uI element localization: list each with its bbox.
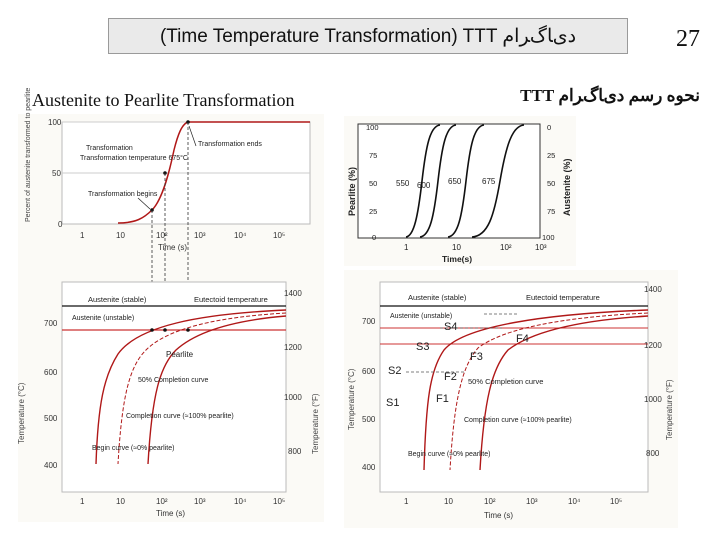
rb-austenite-stable: Austenite (stable) xyxy=(408,293,467,302)
bxtick-100: 10² xyxy=(156,497,168,506)
right-top-ylabel-right: Austenite (%) xyxy=(562,158,572,216)
rt-ytick-r-100: 100 xyxy=(542,233,555,242)
rb-completion-label: Completion curve (≈100% pearlite) xyxy=(464,417,572,424)
rt-ytick-0: 0 xyxy=(372,233,377,242)
rb-ytick-400: 400 xyxy=(362,463,376,472)
rt-ytick-r-25: 25 xyxy=(547,151,556,160)
rb-xtick-100: 10² xyxy=(484,497,496,506)
label-f3: F3 xyxy=(470,351,483,363)
ann-ends: Transformation ends xyxy=(198,141,262,148)
left-bottom-xlabel: Time (s) xyxy=(156,509,186,518)
xtick-10: 10 xyxy=(116,231,125,240)
curve-label-675: 675 xyxy=(482,177,496,186)
ytick-500: 500 xyxy=(44,414,58,423)
rt-ytick-r-0: 0 xyxy=(547,123,552,132)
rb-xlabel: Time (s) xyxy=(484,511,514,520)
left-top-plot xyxy=(25,88,310,252)
ytick-600: 600 xyxy=(44,368,58,377)
xtick-100: 10² xyxy=(156,231,168,240)
bxtick-100000: 10⁵ xyxy=(273,497,286,506)
bxtick-1: 1 xyxy=(80,497,85,506)
right-top-figure xyxy=(344,116,576,266)
rt-ytick-50: 50 xyxy=(369,179,378,188)
slide-title: (Time Temperature Transformation) TTT دیﺎگﺮﺍﻡ xyxy=(108,18,628,54)
label-s4: S4 xyxy=(444,321,458,333)
rb-ytick-r-800: 800 xyxy=(646,449,660,458)
rt-ytick-r-75: 75 xyxy=(547,207,556,216)
bxtick-1000: 10³ xyxy=(194,497,206,506)
rt-xtick-100: 10² xyxy=(500,243,512,252)
rt-ytick-r-50: 50 xyxy=(547,179,556,188)
label-f2: F2 xyxy=(444,371,457,383)
ann-begins: Transformation begins xyxy=(88,191,158,198)
slide-number: 27 xyxy=(676,26,700,52)
left-top-ylabel: Percent of austenite transformed to pearlite xyxy=(25,87,32,222)
ann-temp-1: Transformation xyxy=(86,145,133,152)
rt-xtick-1: 1 xyxy=(404,243,409,252)
left-bottom-plot xyxy=(17,282,320,518)
xtick-100000: 10⁵ xyxy=(273,231,286,240)
ytick-700: 700 xyxy=(44,319,58,328)
rb-ytick-r-1400: 1400 xyxy=(644,285,662,294)
eutectoid-label: Eutectoid temperature xyxy=(194,295,268,304)
rb-xtick-1: 1 xyxy=(404,497,409,506)
rt-xtick-10: 10 xyxy=(452,243,461,252)
rt-ytick-100: 100 xyxy=(366,123,379,132)
ytick-r-1400: 1400 xyxy=(284,289,302,298)
label-s1: S1 xyxy=(386,397,400,409)
rb-ylabel: Temperature (°C) xyxy=(347,368,356,430)
curve-label-600: 600 xyxy=(417,181,431,190)
left-bottom-ylabel: Temperature (°C) xyxy=(17,382,26,444)
rb-ytick-r-1000: 1000 xyxy=(644,395,662,404)
rt-ytick-75: 75 xyxy=(369,151,378,160)
ytick-400: 400 xyxy=(44,461,58,470)
rb-xtick-10000: 10⁴ xyxy=(568,497,581,506)
left-top-xlabel: Time (s) xyxy=(158,243,188,252)
bxtick-10000: 10⁴ xyxy=(234,497,247,506)
rb-xtick-1000: 10³ xyxy=(526,497,538,506)
rb-eutectoid-label: Eutectoid temperature xyxy=(526,293,600,302)
label-s2: S2 xyxy=(388,365,402,377)
right-top-ylabel-left: Pearlite (%) xyxy=(347,166,357,216)
completion-label: Completion curve (≈100% pearlite) xyxy=(126,413,234,420)
right-top-svg xyxy=(344,116,576,266)
iso-begin-point xyxy=(150,328,154,332)
xtick-1: 1 xyxy=(80,231,85,240)
iso-mid-point xyxy=(163,328,167,332)
right-bottom-svg xyxy=(344,270,678,528)
rb-austenite-unstable: Austenite (unstable) xyxy=(390,313,453,320)
ytick-r-800: 800 xyxy=(288,447,302,456)
iso-end-point xyxy=(186,328,190,332)
rb-xtick-10: 10 xyxy=(444,497,453,506)
austenite-unstable: Austenite (unstable) xyxy=(72,315,135,322)
left-caption: Austenite to Pearlite Transformation xyxy=(32,90,295,110)
right-caption: نحوه رسم دیﺎگﺮﺍﻡ TTT xyxy=(520,86,700,105)
right-top-xlabel: Time(s) xyxy=(442,254,473,264)
xtick-10000: 10⁴ xyxy=(234,231,247,240)
ann-temp: Transformation temperature 675°C xyxy=(80,155,188,162)
rb-completion50-label: 50% Completion curve xyxy=(468,377,544,386)
bxtick-10: 10 xyxy=(116,497,125,506)
rt-xtick-1000: 10³ xyxy=(535,243,547,252)
ytick-r-1000: 1000 xyxy=(284,393,302,402)
rb-ytick-r-1200: 1200 xyxy=(644,341,662,350)
ytick-0: 0 xyxy=(58,220,63,229)
xtick-1000: 10³ xyxy=(194,231,206,240)
ytick-50: 50 xyxy=(52,169,61,178)
rb-ytick-500: 500 xyxy=(362,415,376,424)
curve-label-550: 550 xyxy=(396,179,410,188)
rb-ylabel-right: Temperature (°F) xyxy=(665,379,674,440)
completion50-label: 50% Completion curve xyxy=(138,377,209,384)
rb-xtick-100000: 10⁵ xyxy=(610,497,623,506)
rb-ytick-600: 600 xyxy=(362,367,376,376)
ytick-r-1200: 1200 xyxy=(284,343,302,352)
label-f1: F1 xyxy=(436,393,449,405)
austenite-stable: Austenite (stable) xyxy=(88,295,147,304)
right-bottom-figure xyxy=(344,270,678,528)
label-f4: F4 xyxy=(516,333,529,345)
rb-begin-label: Begin curve (≈0% pearlite) xyxy=(408,451,491,458)
left-bottom-ylabel-right: Temperature (°F) xyxy=(311,393,320,454)
curve-label-650: 650 xyxy=(448,177,462,186)
pearlite-label: Pearlite xyxy=(166,350,194,359)
rb-ytick-700: 700 xyxy=(362,317,376,326)
label-s3: S3 xyxy=(416,341,430,353)
begin-label: Begin curve (≈0% pearlite) xyxy=(92,445,175,452)
rt-ytick-25: 25 xyxy=(369,207,378,216)
ytick-100: 100 xyxy=(48,118,62,127)
